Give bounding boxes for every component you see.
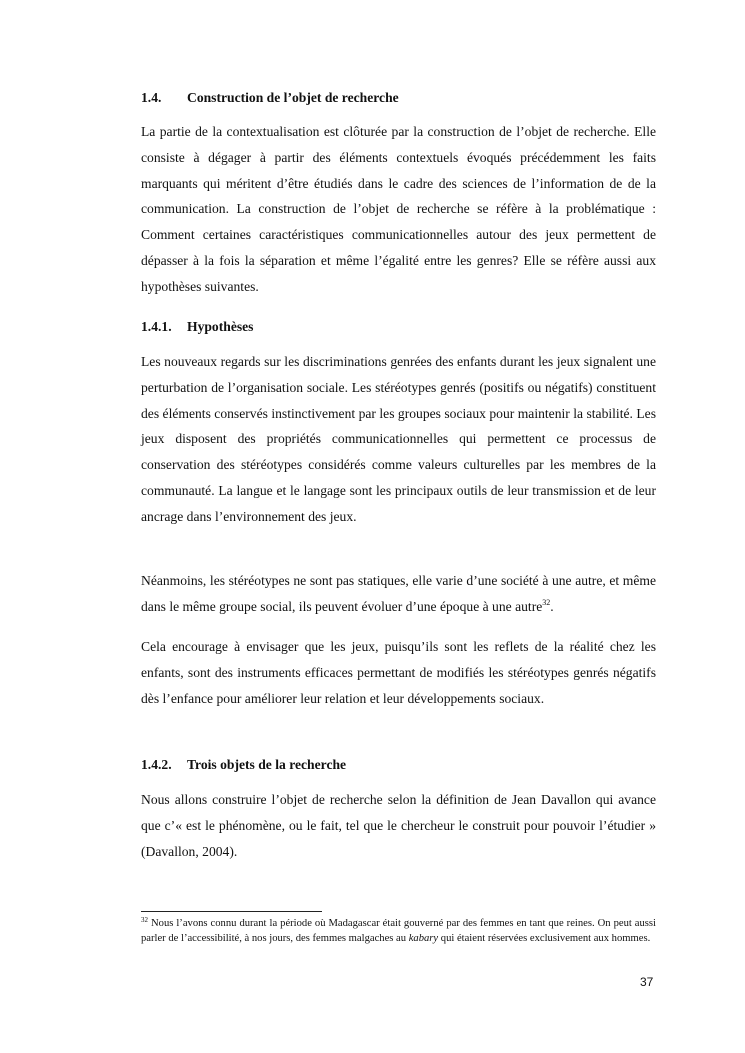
paragraph-text: Néanmoins, les stéréotypes ne sont pas statiques, elle varie d’une société à une autre, et même dans le même groupe social, ils peuvent évoluer d’une époque à une autre	[141, 573, 656, 614]
footnote-italic-term: kabary	[408, 932, 439, 944]
section-title: Construction de l’objet de recherche	[187, 90, 399, 105]
footnote-text-before: Nous l’avons connu durant la période où Madagascar était gouverné par des femmes en tant que reines. On peut aussi parler de l’accessibilité, à nos jours, des femmes malgaches au	[141, 918, 656, 944]
paragraph-davallon: Nous allons construire l’objet de recherche selon la définition de Jean Davallon qui avance que c’« est le phénomène, ou le fait, tel que le chercheur le construit pour pouvoir l’étudier » (Davallon, 2004).	[141, 792, 656, 859]
section-heading-1-4-1	[141, 319, 253, 335]
paragraph-games-instruments: Cela encourage à envisager que les jeux, puisqu’ils sont les reflets de la réalité chez les enfants, sont des instruments efficaces permettant de modifiés les stéréotypes genrés négatifs dès l’enfance pour améliorer leur relation et leur développements sociaux.	[141, 639, 656, 706]
footnote-text-after: qui étaient réservées exclusivement aux hommes.	[438, 932, 651, 944]
page-number: 37	[640, 975, 654, 989]
footnote	[141, 917, 656, 946]
section-number: 1.4.2.	[141, 757, 172, 772]
paragraph-end: .	[550, 598, 554, 614]
paragraph-intro: La partie de la contextualisation est clôturée par la construction de l’objet de recherche. Elle consiste à dégager à partir des éléments contextuels évoqués précédemment les faits marquants qui méritent d’être étudiés dans le cadre des sciences de l’information de de la communication. La construction de l’objet de recherche se réfère à la problématique : Comment certaines caractéristiques communicationnelles autour des jeux permettent de dépasser à la fois la séparation et même l’égalité entre les genres? Elle se réfère aussi aux hypothèses suivantes.	[141, 124, 656, 294]
section-number: 1.4.1.	[141, 319, 172, 334]
section-heading-1-4-2	[141, 757, 346, 773]
section-number: 1.4.	[141, 90, 162, 105]
section-title: Trois objets de la recherche	[187, 757, 347, 772]
paragraph-hypotheses: Les nouveaux regards sur les discriminations genrées des enfants durant les jeux signalent une perturbation de l’organisation sociale. Les stéréotypes genrés (positifs ou négatifs) constituent des éléments conservés instinctivement par les groupes sociaux pour maintenir la stabilité. Les jeux disposent des propriétés communicationnelles qui permettent ce processus de conservation des stéréotypes considérés comme valeurs culturelles par les membres de la communauté. La langue et le langage sont les principaux outils de leur transmission et de leur ancrage dans l’environnement des jeux.	[141, 354, 656, 524]
footnote-separator	[141, 911, 322, 912]
footnote-reference: 32	[542, 597, 551, 607]
footnote-number: 32	[141, 916, 148, 924]
section-title: Hypothèses	[187, 319, 254, 334]
paragraph-stereotypes-evolution	[141, 568, 656, 620]
section-heading-1-4	[141, 90, 399, 106]
